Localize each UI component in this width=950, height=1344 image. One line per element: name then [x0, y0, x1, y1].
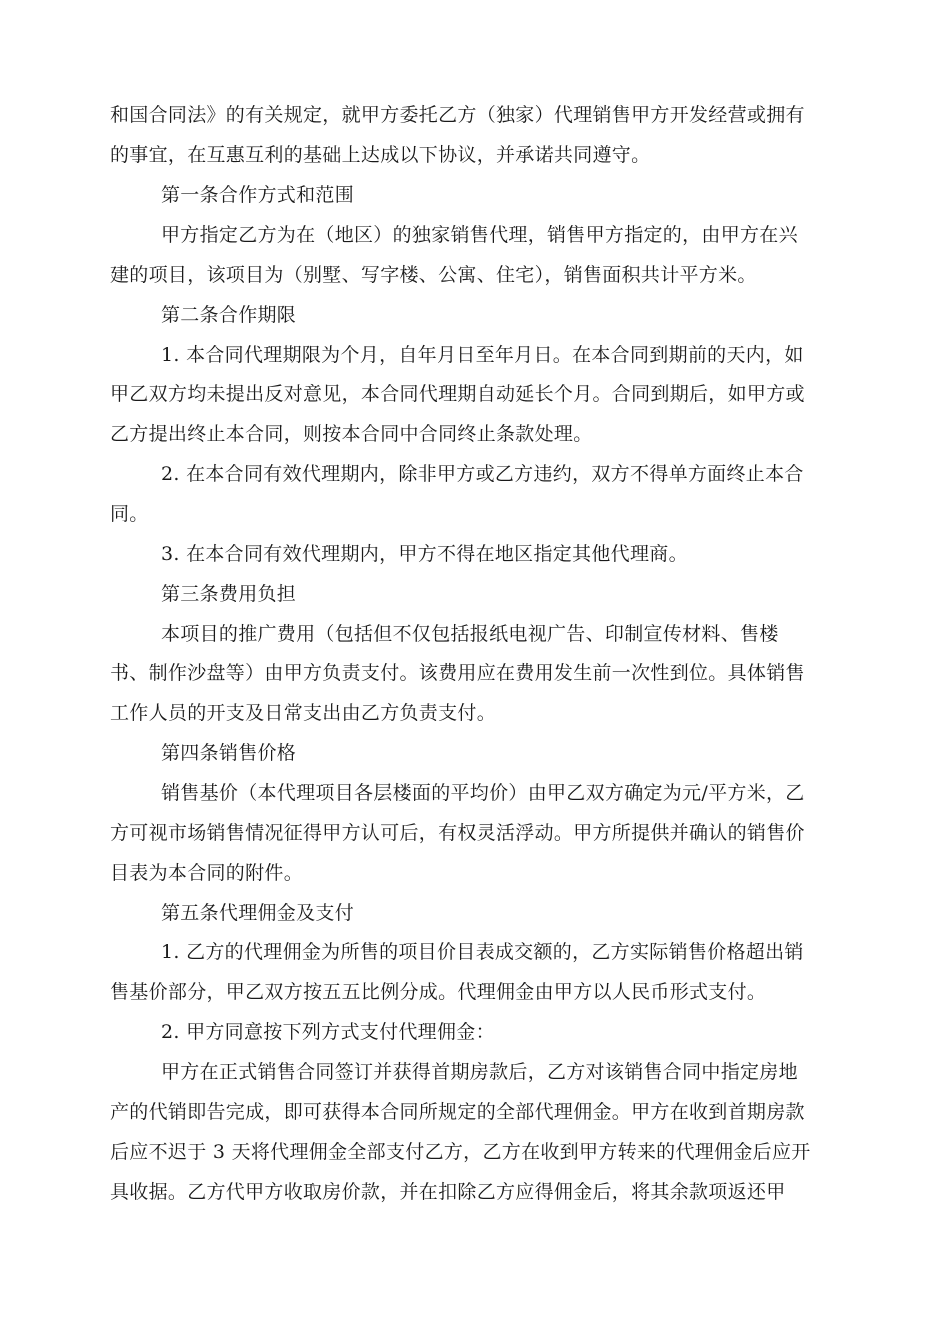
- body-text-line: 建的项目，该项目为（别墅、写字楼、公寓、住宅），销售面积共计平方米。: [110, 264, 757, 286]
- section-heading: 第五条代理佣金及支付: [161, 902, 355, 924]
- section-heading: 第三条费用负担: [161, 583, 297, 605]
- body-text-line: 具收据。乙方代甲方收取房价款，并在扣除乙方应得佣金后，将其余款项返还甲: [110, 1181, 786, 1203]
- body-text-line: 甲方在正式销售合同签订并获得首期房款后，乙方对该销售合同中指定房地: [161, 1061, 798, 1083]
- body-text-line: 同。: [110, 503, 149, 525]
- body-text-line: 售基价部分，甲乙双方按五五比例分成。代理佣金由甲方以人民币形式支付。: [110, 981, 767, 1003]
- body-text-line: 2. 在本合同有效代理期内，除非甲方或乙方违约，双方不得单方面终止本合: [161, 463, 804, 485]
- body-text-line: 销售基价（本代理项目各层楼面的平均价）由甲乙双方确定为元/平方米，乙: [161, 782, 805, 804]
- body-text-line: 3. 在本合同有效代理期内，甲方不得在地区指定其他代理商。: [161, 543, 688, 565]
- body-text-line: 甲乙双方均未提出反对意见，本合同代理期自动延长个月。合同到期后，如甲方或: [110, 383, 805, 405]
- body-text-line: 工作人员的开支及日常支出由乙方负责支付。: [110, 702, 497, 724]
- body-text-line: 1. 乙方的代理佣金为所售的项目价目表成交额的，乙方实际销售价格超出销: [161, 941, 804, 963]
- body-text-line: 和国合同法》的有关规定，就甲方委托乙方（独家）代理销售甲方开发经营或拥有: [110, 104, 805, 126]
- body-text-line: 乙方提出终止本合同，则按本合同中合同终止条款处理。: [110, 423, 593, 445]
- section-heading: 第四条销售价格: [161, 742, 297, 764]
- body-text-line: 2. 甲方同意按下列方式支付代理佣金：: [161, 1021, 495, 1043]
- body-text-line: 后应不迟于 3 天将代理佣金全部支付乙方，乙方在收到甲方转来的代理佣金后应开: [110, 1141, 811, 1163]
- section-heading: 第二条合作期限: [161, 304, 297, 326]
- body-text-line: 1. 本合同代理期限为个月，自年月日至年月日。在本合同到期前的天内，如: [161, 344, 804, 366]
- body-text-line: 方可视市场销售情况征得甲方认可后，有权灵活浮动。甲方所提供并确认的销售价: [110, 822, 805, 844]
- body-text-line: 本项目的推广费用（包括但不仅包括报纸电视广告、印制宣传材料、售楼: [161, 623, 779, 645]
- body-text-line: 产的代销即告完成，即可获得本合同所规定的全部代理佣金。甲方在收到首期房款: [110, 1101, 805, 1123]
- body-text-line: 的事宜，在互惠互利的基础上达成以下协议，并承诺共同遵守。: [110, 144, 651, 166]
- body-text-line: 书、制作沙盘等）由甲方负责支付。该费用应在费用发生前一次性到位。具体销售: [110, 662, 805, 684]
- section-heading: 第一条合作方式和范围: [161, 184, 355, 206]
- body-text-line: 目表为本合同的附件。: [110, 862, 304, 884]
- body-text-line: 甲方指定乙方为在（地区）的独家销售代理，销售甲方指定的，由甲方在兴: [161, 224, 798, 246]
